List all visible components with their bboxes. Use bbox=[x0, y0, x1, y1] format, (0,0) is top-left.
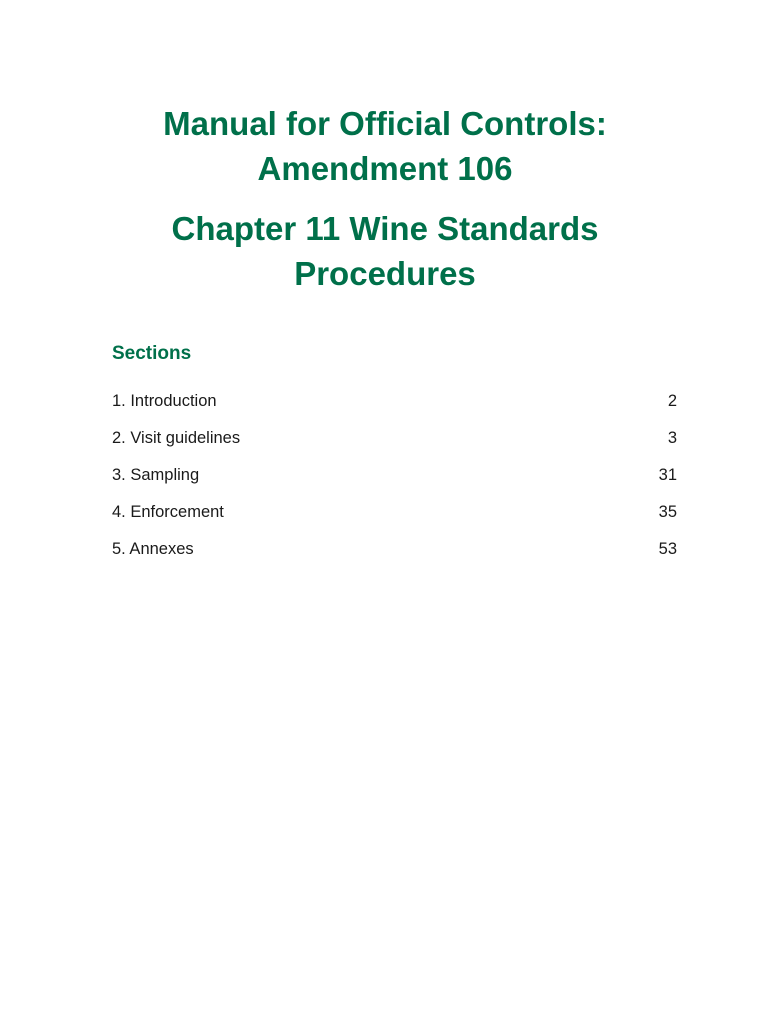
toc-item-title: 2. Visit guidelines bbox=[112, 429, 241, 447]
toc-item-introduction[interactable] bbox=[112, 389, 677, 426]
toc-item-page: 35 bbox=[658, 503, 677, 521]
toc-item-title: 5. Annexes bbox=[112, 540, 194, 558]
toc-item-title: 3. Sampling bbox=[112, 466, 200, 484]
chapter-title bbox=[60, 206, 710, 296]
toc-item-page: 53 bbox=[658, 540, 677, 558]
toc-item-page: 2 bbox=[667, 392, 677, 410]
toc-item-sampling[interactable] bbox=[112, 463, 677, 500]
document-title bbox=[60, 101, 710, 191]
sections-heading: Sections bbox=[112, 343, 192, 364]
toc-item-title: 4. Enforcement bbox=[112, 503, 224, 521]
toc-item-annexes[interactable] bbox=[112, 537, 677, 574]
toc-item-page: 31 bbox=[658, 466, 677, 484]
table-of-contents bbox=[112, 389, 677, 574]
toc-item-visit-guidelines[interactable] bbox=[112, 426, 677, 463]
chapter-line-1: Chapter 11 Wine Standards bbox=[171, 210, 599, 247]
toc-item-enforcement[interactable] bbox=[112, 500, 677, 537]
chapter-line-2: Procedures bbox=[294, 255, 476, 292]
title-line-1: Manual for Official Controls: bbox=[163, 105, 607, 142]
toc-item-page: 3 bbox=[667, 429, 677, 447]
title-line-2: Amendment 106 bbox=[257, 150, 513, 187]
toc-item-title: 1. Introduction bbox=[112, 392, 217, 410]
